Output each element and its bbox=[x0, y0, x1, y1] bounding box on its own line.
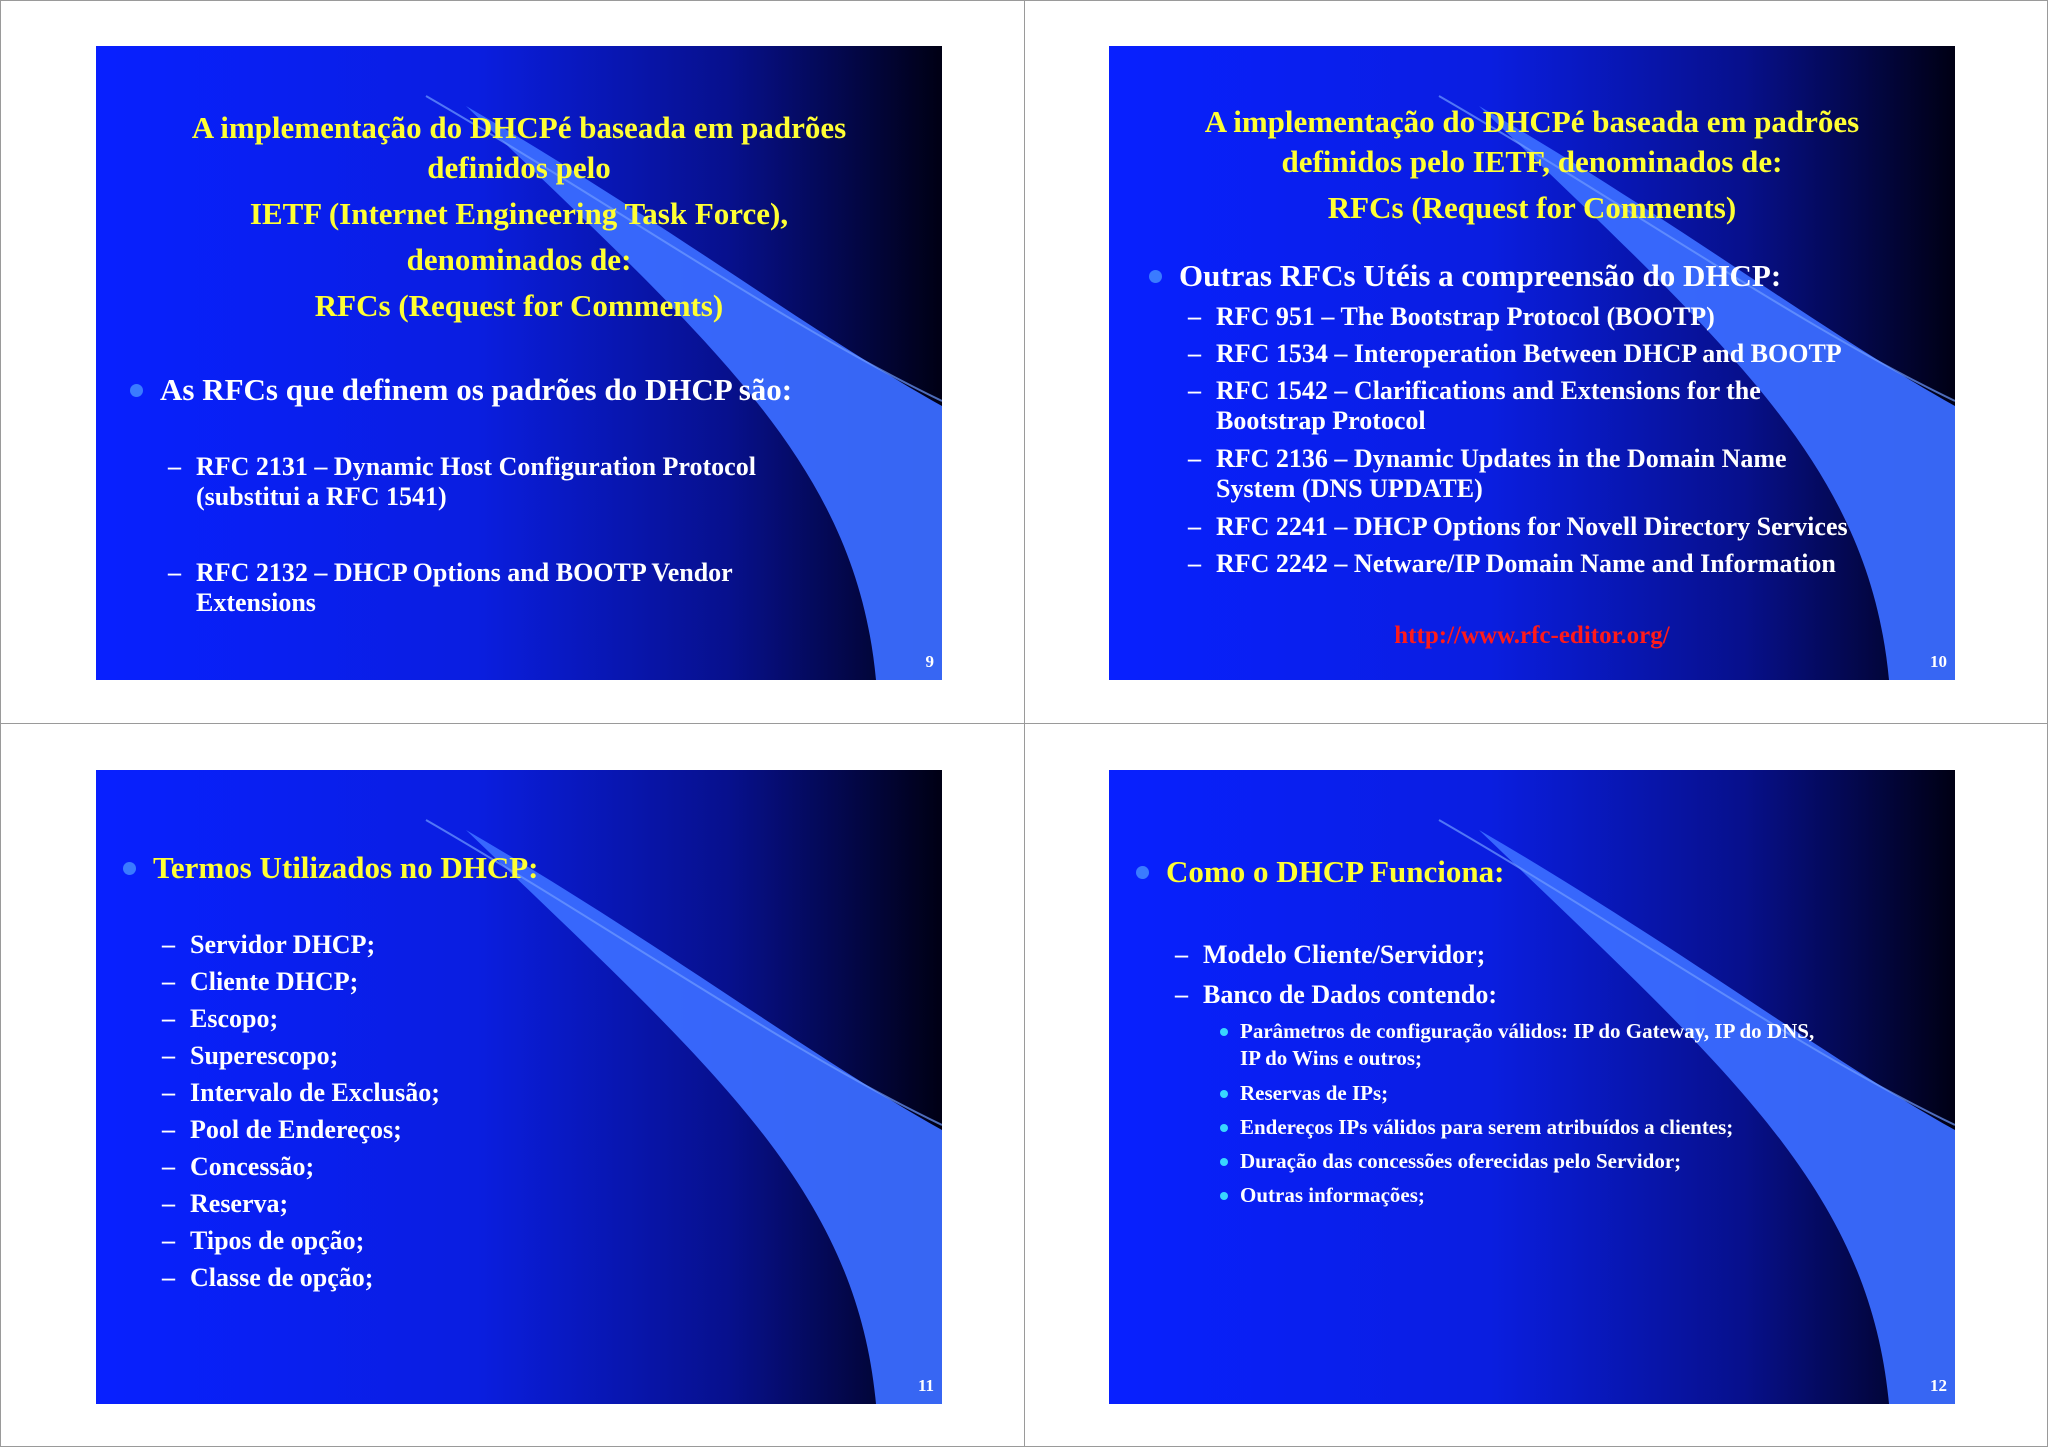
grid-divider-horizontal bbox=[0, 723, 2048, 724]
sub-bullet-dot-icon bbox=[1220, 1158, 1228, 1166]
list-item: – Superescopo; bbox=[162, 1041, 339, 1070]
sub-bullet-dot-icon bbox=[1220, 1028, 1228, 1036]
slide-10 bbox=[1109, 46, 1955, 680]
slide-title: A implementação do DHCPé baseada em padrões definidos pelo IETF, denominados de: RFCs (Request for Comments) bbox=[1204, 104, 1860, 225]
sub-bullet-dot-icon bbox=[1220, 1124, 1228, 1132]
list-item: – Banco de Dados contendo: bbox=[1175, 980, 1497, 1009]
list-item: – Concessão; bbox=[162, 1152, 315, 1181]
list-item: – Escopo; bbox=[162, 1004, 279, 1033]
sub-list-item: Endereços IPs válidos para serem atribuídos a clientes; bbox=[1240, 1114, 1733, 1141]
main-bullet: Outras RFCs Utéis a compreensão do DHCP: bbox=[1179, 258, 1781, 294]
list-item: – Pool de Endereços; bbox=[162, 1115, 402, 1144]
list-item: – Modelo Cliente/Servidor; bbox=[1175, 940, 1486, 969]
bullet-dot-icon bbox=[123, 862, 136, 875]
list-item: – Tipos de opção; bbox=[162, 1226, 365, 1255]
sub-list-item: Duração das concessões oferecidas pelo Servidor; bbox=[1240, 1148, 1681, 1175]
slide-12 bbox=[1109, 770, 1955, 1404]
main-bullet: Como o DHCP Funciona: bbox=[1166, 854, 1504, 890]
slide-title: A implementação do DHCPé baseada em padrões definidos pelo IETF (Internet Engineering Task Force), denominados de: RFCs (Request for Comments) bbox=[191, 110, 847, 323]
list-item: – Classe de opção; bbox=[162, 1263, 374, 1292]
slide-9 bbox=[96, 46, 942, 680]
slide-number: 10 bbox=[1930, 652, 1947, 671]
list-item: – Cliente DHCP; bbox=[162, 967, 359, 996]
list-item: – RFC 2242 – Netware/IP Domain Name and Information bbox=[1188, 549, 1836, 578]
list-item: – Intervalo de Exclusão; bbox=[162, 1078, 440, 1107]
slide-number: 9 bbox=[925, 652, 934, 671]
bullet-dot-icon bbox=[1136, 866, 1149, 879]
list-item: – Reserva; bbox=[162, 1189, 289, 1218]
rfc-editor-link[interactable]: http://www.rfc-editor.org/ bbox=[1394, 622, 1670, 649]
bullet-dot-icon bbox=[130, 384, 143, 397]
list-item: – RFC 2131 – Dynamic Host Configuration Protocol (substitui a RFC 1541) bbox=[168, 452, 756, 511]
list-item: – RFC 2136 – Dynamic Updates in the Domain Name System (DNS UPDATE) bbox=[1188, 444, 1787, 503]
list-item: – Servidor DHCP; bbox=[162, 930, 376, 959]
main-bullet: As RFCs que definem os padrões do DHCP são: bbox=[160, 372, 792, 408]
list-item: – RFC 2241 – DHCP Options for Novell Directory Services bbox=[1188, 512, 1848, 541]
slide-11 bbox=[96, 770, 942, 1404]
bullet-dot-icon bbox=[1149, 270, 1162, 283]
list-item: – RFC 2132 – DHCP Options and BOOTP Vendor Extensions bbox=[168, 558, 733, 617]
sub-bullet-dot-icon bbox=[1220, 1090, 1228, 1098]
list-item: – RFC 951 – The Bootstrap Protocol (BOOTP) bbox=[1188, 302, 1715, 331]
sub-bullet-dot-icon bbox=[1220, 1192, 1228, 1200]
main-bullet: Termos Utilizados no DHCP: bbox=[153, 850, 539, 886]
sub-list-item: Reservas de IPs; bbox=[1240, 1080, 1388, 1107]
list-item: – RFC 1542 – Clarifications and Extensions for the Bootstrap Protocol bbox=[1188, 376, 1761, 435]
slide-number: 11 bbox=[917, 1376, 934, 1395]
sub-list-item: Parâmetros de configuração válidos: IP do Gateway, IP do DNS, IP do Wins e outros; bbox=[1240, 1018, 1814, 1072]
slide-number: 12 bbox=[1930, 1376, 1947, 1395]
sub-list-item: Outras informações; bbox=[1240, 1182, 1425, 1209]
list-item: – RFC 1534 – Interoperation Between DHCP and BOOTP bbox=[1188, 339, 1842, 368]
